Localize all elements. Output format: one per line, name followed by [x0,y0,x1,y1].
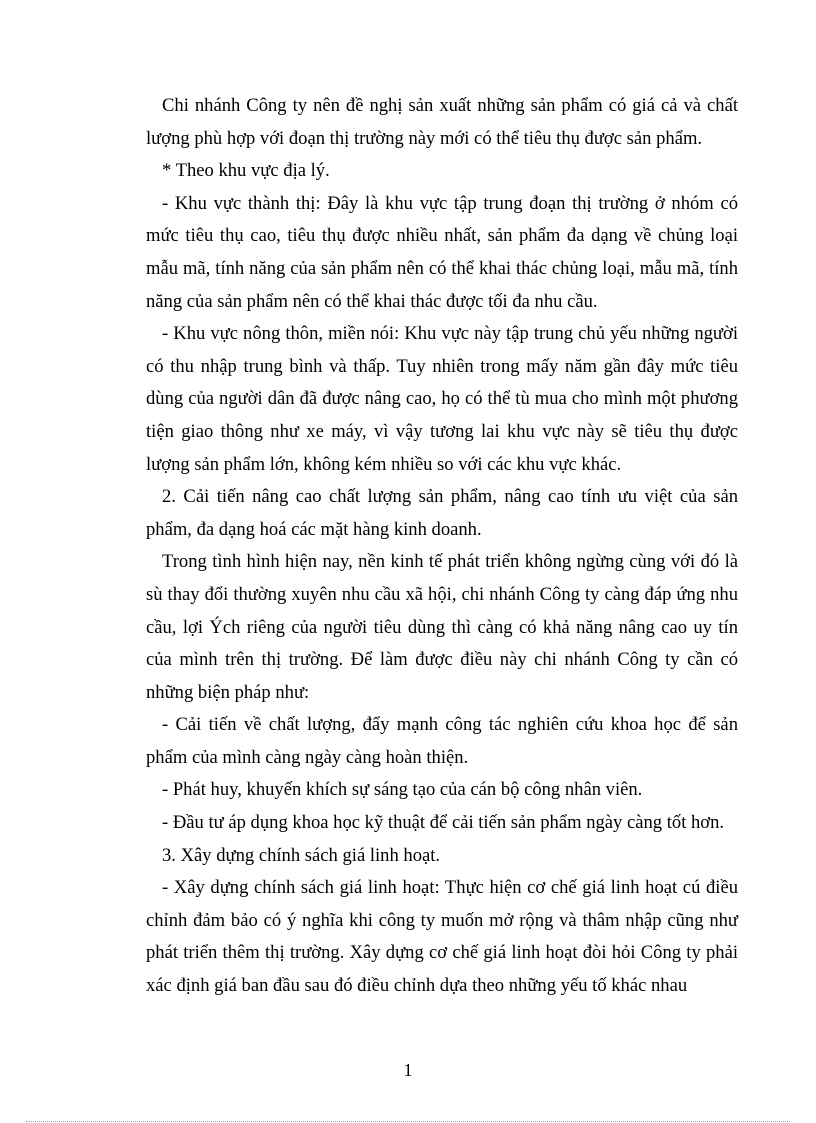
paragraph-staff-creativity: - Phát huy, khuyến khích sự sáng tạo của cán bộ công nhân viên. [162,779,643,801]
paragraph-flexible-pricing: - Xây dựng chính sách giá linh hoạt: Thực hiện cơ chế giá linh hoạt cú điều chỉnh đảm bảo có ý nghĩa khi công ty muốn mở rộng và thâm nhập cũng như phát triển thêm thị trường. Xây dựng cơ chế giá linh hoạt đòi hỏi Công ty phải xác định giá ban đầu sau đó điều chỉnh dựa theo những yếu tố khác nhau [146,877,738,997]
paragraph-section-2-heading: 2. Cải tiến nâng cao chất lượng sản phẩm, nâng cao tính ưu việt của sản phẩm, đa dạng hoá các mặt hàng kinh doanh. [146,486,738,540]
paragraph-technology-investment: - Đầu tư áp dụng khoa học kỹ thuật để cải tiến sản phẩm ngày càng tốt hơn. [162,812,725,834]
paragraph-market-segment-conclusion: Chi nhánh Công ty nên đề nghị sản xuất những sản phẩm có giá cả và chất lượng phù hợp với đoạn thị trường này mới có thể tiêu thụ được sản phẩm. [146,95,738,149]
paragraph-current-situation: Trong tình hình hiện nay, nền kinh tế phát triển không ngừng cùng với đó là sù thay đổi thường xuyên nhu cầu xã hội, chi nhánh Công ty càng đáp ứng nhu cầu, lợi Ých riêng của người tiêu dùng thì càng có khả năng nâng cao uy tín của mình trên thị trường. Để làm được điều này chi nhánh Công ty cần có những biện pháp như: [146,551,738,703]
paragraph-quality-improvement: - Cải tiến về chất lượng, đẩy mạnh công tác nghiên cứu khoa học để sản phẩm của mình càng ngày càng hoàn thiện. [146,714,738,768]
paragraph-section-3-heading: 3. Xây dựng chính sách giá linh hoạt. [162,844,441,866]
paragraph-geographic-heading: * Theo khu vực địa lý. [162,160,330,182]
document-page [146,90,738,1003]
paragraph-rural-area: - Khu vực nông thôn, miền nói: Khu vực này tập trung chủ yếu những người có thu nhập trung bình và thấp. Tuy nhiên trong mấy năm gần đây mức tiêu dùng của người dân đã được nâng cao, họ có thể tù mua cho mình một phương tiện giao thông như xe máy, vì vậy tương lai khu vực này sẽ tiêu thụ được lượng sản phẩm lớn, không kém nhiều so với các khu vực khác. [146,323,738,475]
paragraph-urban-area: - Khu vực thành thị: Đây là khu vực tập trung đoạn thị trường ở nhóm có mức tiêu thụ cao, tiêu thụ được nhiều nhất, sản phẩm đa dạng về chủng loại mẫu mã, tính năng của sản phẩm nên có thể khai thác chủng loại, mẫu mã, tính năng của sản phẩm nên có thể khai thác được tối đa nhu cầu. [146,192,738,312]
page-number: 1 [403,1060,413,1080]
footer-divider [26,1121,790,1122]
